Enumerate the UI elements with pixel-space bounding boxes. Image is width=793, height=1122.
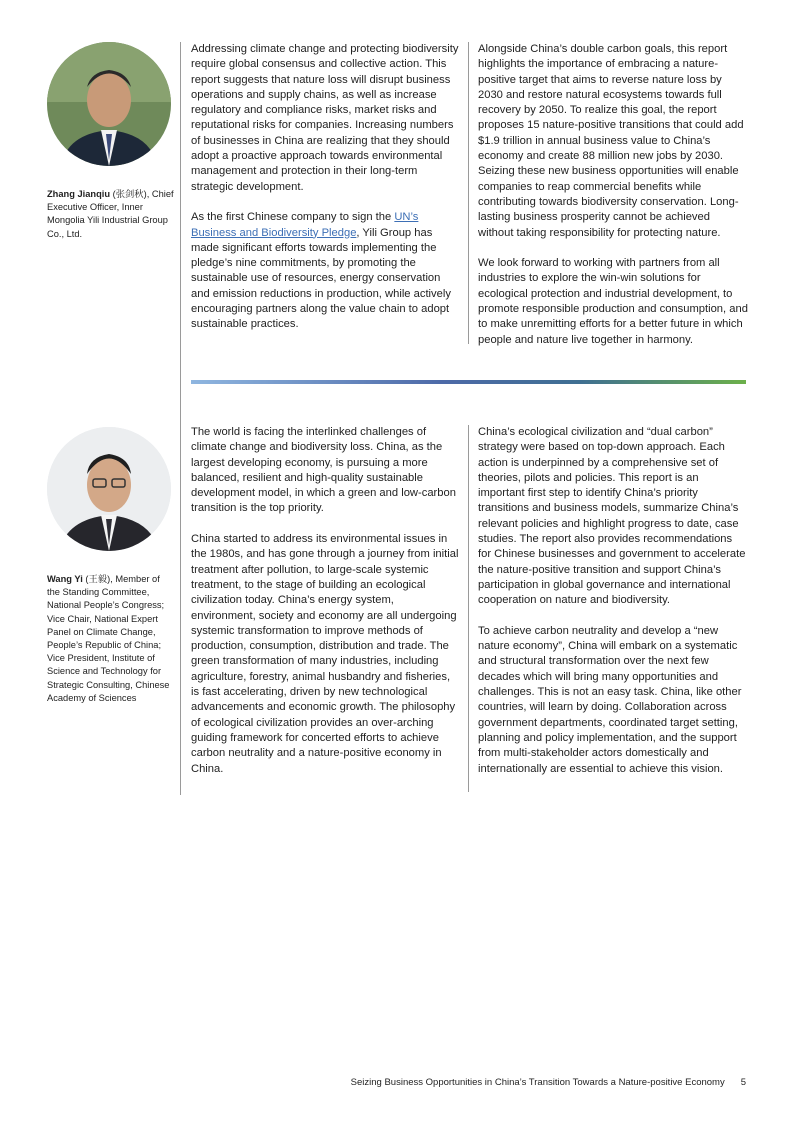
column-divider: [180, 42, 181, 344]
section-divider: [191, 380, 746, 384]
paragraph: Addressing climate change and protecting biodiversity require global consensus and collective action. This report suggests that nature loss will disrupt business operations and supply chains, as well as increase regulatory and compliance risks, market risks and reputational risks for companies. Increasing numbers of businesses in China are realizing that they should adopt a proactive approach towards environmental management and protection in their long-term strategic development.: [191, 43, 459, 193]
text-column-right: [478, 42, 748, 363]
gutter-line: [180, 344, 181, 425]
footer-title: Seizing Business Opportunities in China’s Transition Towards a Nature-positive Economy: [350, 1077, 725, 1088]
profile-title: , Member of the Standing Committee, National People’s Congress; Vice Chair, National Expert Panel on Climate Change, People’s Republic of China; Vice President, Institute of Science and Technology for Strategic Consulting, Chinese Academy of Sciences: [47, 574, 170, 703]
paragraph: Alongside China’s double carbon goals, this report highlights the importance of embracing a nature-positive target that aims to reverse nature loss by 2030 and restore natural ecosystems towards full recovery by 2050. To realize this goal, the report proposes 15 nature-positive transitions that could add $1.9 trillion in annual business value to China’s economy and create 88 million new jobs by 2030. Seizing these new business opportunities will enable companies to reap commercial benefits while contributing towards biodiversity conservation. Long-lasting business prosperity cannot be achieved without taking responsibility for protecting nature.: [478, 43, 744, 239]
profile-name: Zhang Jianqiu: [47, 189, 111, 199]
column-divider: [468, 425, 469, 792]
pledge-link[interactable]: UN’s Business and Biodiversity Pledge: [191, 211, 419, 239]
paragraph: China’s ecological civilization and “dual carbon” strategy were based on top-down approach. Each action is underpinned by a comprehensive set of theories, pilots and policies. This report is an important first step to identify China’s priority transitions and business models, summarize China’s relevant policies and highlight progress to date, case studies. The report also provides recommendations for Chinese businesses and government to accelerate the nature-positive transition and support China’s participation in global governance and international cooperation on nature and biodiversity.: [478, 426, 746, 607]
paragraph-text: As the first Chinese company to sign the: [191, 211, 395, 224]
foreword-section-zhang: [0, 42, 793, 352]
profile-title: , Chief Executive Officer, Inner Mongolia Yili Industrial Group Co., Ltd.: [47, 189, 174, 239]
page-footer: [351, 1077, 746, 1088]
profile-zhang: [47, 42, 175, 241]
profile-name-cn: (王毅): [85, 574, 111, 584]
profile-caption: [47, 573, 175, 705]
column-divider: [468, 42, 469, 344]
paragraph: China started to address its environmental issues in the 1980s, and has gone through a journey from initial treatment after pollution, to large-scale systemic treatment, to the stage of building an ecological civilization today. China’s energy system, environment, society and economy are all undergoing systemic transformation to improve methods of production, consumption, distribution and trade. The green transformation of many industries, including agriculture, forestry, animal husbandry and fisheries, is fast accelerating, driven by new technological advancements and economic growth. The philosophy of ecological civilization provides an over-arching guiding framework for concerted efforts to achieve carbon neutrality and a nature-positive economy in China.: [191, 533, 459, 775]
text-column-left: [191, 42, 459, 348]
profile-name: Wang Yi: [47, 574, 83, 584]
person-portrait-icon: [47, 427, 171, 551]
person-portrait-icon: [47, 42, 171, 166]
profile-name-cn: (张剑秋): [112, 189, 147, 199]
profile-wang: [47, 427, 175, 705]
paragraph: The world is facing the interlinked challenges of climate change and biodiversity loss. China, as the largest developing economy, is pursuing a more balanced, resilient and high-quality sustainable development model, in which a green and low-carbon transition is the top priority.: [191, 426, 456, 515]
paragraph-text: , Yili Group has made significant efforts towards implementing the pledge’s nine commitments, by promoting the sustainable use of resources, energy conservation and emission reductions in production, while actively encouraging partners along the value chain to adopt sustainable practices.: [191, 226, 451, 331]
paragraph: [191, 210, 459, 332]
paragraph: We look forward to working with partners from all industries to explore the win-win solutions for ecological protection and industrial development, to promote responsible production and consumption, and to make unremitting efforts for a better future in which people and nature live together in harmony.: [478, 257, 748, 346]
text-column-right: [478, 425, 748, 792]
column-divider: [180, 425, 181, 795]
paragraph: To achieve carbon neutrality and develop a “new nature economy”, China will embark on a systematic and structural transformation over the next few decades which will bring many opportunities and challenges. This is not an easy task. China, like other countries, will learn by doing. Collaboration across government departments, coordinated target setting, planning and policy implementation, and the support from multi-stakeholder actors domestically and internationally are essential to achieve this vision.: [478, 624, 742, 775]
page-number: 5: [740, 1077, 746, 1088]
profile-caption: [47, 188, 175, 241]
foreword-section-wang: [0, 425, 793, 800]
text-column-left: [191, 425, 459, 792]
